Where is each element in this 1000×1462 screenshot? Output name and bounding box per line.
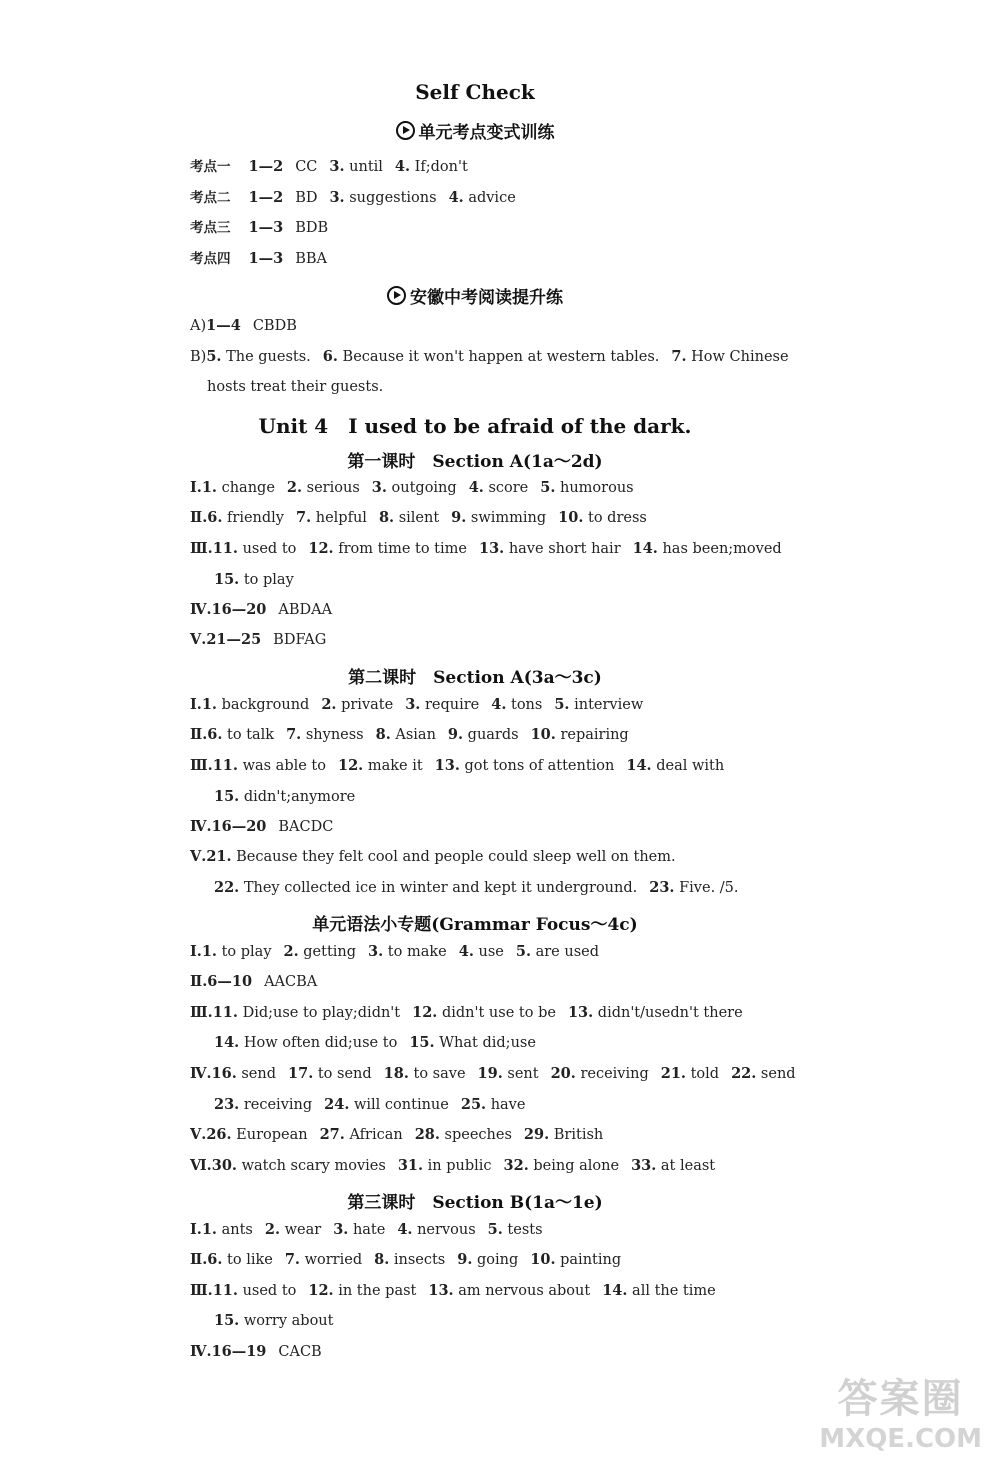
answer-line-continuation (214, 879, 739, 896)
item-answer: score (488, 480, 529, 496)
item-number: 29. (523, 1126, 550, 1143)
item-number: 8. (378, 509, 395, 526)
item-number: 4. (491, 696, 507, 713)
item-number: 1. (201, 943, 217, 960)
item-answer: was able to (242, 758, 326, 774)
section-header-label: 单元考点变式训练 (418, 123, 555, 143)
item-range: 16—19 (211, 1343, 267, 1360)
item-number: 19. (477, 1065, 503, 1082)
item-number: 5. (487, 1221, 503, 1238)
answer-line (190, 1343, 322, 1360)
item-number: 10. (530, 1251, 556, 1268)
item-answer: What did;use (439, 1035, 536, 1051)
item-answer: sent (507, 1066, 539, 1082)
item-number: 21. (660, 1065, 686, 1082)
answer-line (190, 601, 332, 618)
item-answer: swimming (470, 510, 547, 526)
item-number: 5. (540, 479, 556, 496)
item-answer: from time to time (338, 541, 467, 557)
roman-numeral: Ⅲ. (190, 757, 213, 774)
item-number: 26. (206, 1126, 232, 1143)
item-number: 15. (214, 788, 240, 805)
item-answer: guards (467, 727, 519, 743)
grammar-title: 单元语法小专题(Grammar Focus～4c) (312, 915, 638, 935)
kaodian-line-2: 考点二 1—2 BD 3. suggestions 4. advice (190, 189, 516, 206)
item-number: 6. (207, 726, 223, 743)
answer-line (190, 818, 333, 835)
lesson3-title: 第三课时 Section B(1a～1e) (347, 1193, 603, 1213)
item-number: 2. (283, 943, 299, 960)
item-answer: in public (427, 1158, 492, 1174)
item-number: 14. (626, 757, 652, 774)
roman-numeral: Ⅱ. (190, 973, 208, 990)
item-number: 2. (321, 696, 337, 713)
roman-numeral: Ⅲ. (190, 1004, 213, 1021)
item-answer: to send (317, 1066, 372, 1082)
answer-line (190, 1065, 796, 1082)
roman-numeral: Ⅰ. (190, 479, 202, 496)
roman-numeral: Ⅲ. (190, 540, 213, 557)
item-number: 8. (374, 1251, 390, 1268)
item-number: 13. (434, 757, 460, 774)
answer-line-continuation (214, 788, 355, 805)
item-answer: used to (242, 541, 297, 557)
item-number: 2. (264, 1221, 280, 1238)
roman-numeral: Ⅳ. (190, 601, 212, 618)
roman-numeral: Ⅰ. (190, 1221, 202, 1238)
item-answer: humorous (560, 480, 634, 496)
item-number: 15. (214, 571, 240, 588)
roman-numeral: Ⅴ. (190, 1126, 207, 1143)
item-answer: tons (511, 697, 543, 713)
answer-line-continuation (214, 1096, 525, 1113)
answer-line (190, 1004, 743, 1021)
item-number: 17. (288, 1065, 314, 1082)
roman-numeral: Ⅴ. (190, 848, 207, 865)
item-answer: tests (507, 1222, 543, 1238)
item-number: 30. (211, 1157, 237, 1174)
item-number: 3. (371, 479, 387, 496)
item-number: 22. (214, 879, 240, 896)
item-number: 11. (212, 757, 238, 774)
item-answer: shyness (305, 727, 364, 743)
item-number: 11. (212, 1282, 238, 1299)
item-answer: send (241, 1066, 277, 1082)
item-range: 16—20 (211, 818, 267, 835)
item-answer: ants (221, 1222, 253, 1238)
item-answer: Because they felt cool and people could sleep well on them. (236, 849, 676, 865)
roman-numeral: Ⅳ. (190, 1343, 212, 1360)
item-answer: to like (227, 1252, 273, 1268)
answer-line (190, 631, 326, 648)
item-number: 1. (201, 696, 217, 713)
item-answer: didn't use to be (441, 1005, 556, 1021)
item-answer: wear (284, 1222, 322, 1238)
item-number: 3. (405, 696, 421, 713)
item-number: 12. (412, 1004, 438, 1021)
item-number: 13. (567, 1004, 594, 1021)
answer-line (190, 1251, 621, 1268)
answer-line (190, 1221, 543, 1238)
item-answer: to talk (227, 727, 275, 743)
section-header-unit-practice (0, 118, 950, 144)
unit-title: Unit 4 I used to be afraid of the dark. (258, 414, 692, 438)
item-number: 18. (383, 1065, 409, 1082)
item-answer: repairing (560, 727, 629, 743)
item-answer: will continue (354, 1097, 449, 1113)
item-number: 27. (319, 1126, 345, 1143)
answer-line (190, 696, 643, 713)
item-number: 22. (731, 1065, 757, 1082)
item-answer: painting (560, 1252, 622, 1268)
item-range: 21—25 (206, 631, 262, 648)
answer-line (190, 943, 599, 960)
item-number: 4. (458, 943, 474, 960)
roman-numeral: Ⅱ. (190, 509, 208, 526)
item-answer: use (478, 944, 504, 960)
item-number: 9. (451, 509, 467, 526)
item-answer: being alone (533, 1158, 620, 1174)
item-answer: receiving (580, 1066, 649, 1082)
item-answer: send (760, 1066, 796, 1082)
item-number: 14. (632, 540, 658, 557)
answer-line-continuation (214, 1034, 536, 1051)
item-number: 5. (554, 696, 570, 713)
item-number: 5. (515, 943, 531, 960)
answer-line (190, 726, 629, 743)
roman-numeral: Ⅳ. (190, 1065, 212, 1082)
item-answer: British (553, 1127, 604, 1143)
item-answer: change (221, 480, 275, 496)
item-number: 31. (397, 1157, 424, 1174)
item-number: 3. (333, 1221, 349, 1238)
section-header-anhui-reading (0, 283, 950, 309)
item-answer: AACBA (264, 974, 318, 990)
item-answer: nervous (417, 1222, 476, 1238)
item-answer: interview (574, 697, 644, 713)
item-number: 3. (368, 943, 384, 960)
item-answer: used to (242, 1283, 297, 1299)
item-answer: ABDAA (278, 602, 333, 618)
item-number: 14. (214, 1034, 240, 1051)
item-answer: serious (306, 480, 360, 496)
item-answer: to save (413, 1066, 466, 1082)
item-answer: They collected ice in winter and kept it underground. (243, 880, 638, 896)
item-number: 8. (375, 726, 391, 743)
item-number: 15. (214, 1312, 240, 1329)
item-answer: require (424, 697, 480, 713)
item-answer: told (690, 1066, 720, 1082)
item-answer: got tons of attention (464, 758, 615, 774)
item-answer: all the time (632, 1283, 716, 1299)
item-answer: has been;moved (662, 541, 782, 557)
item-answer: silent (398, 510, 440, 526)
roman-numeral: Ⅱ. (190, 1251, 208, 1268)
item-number: 13. (478, 540, 505, 557)
item-answer: getting (303, 944, 357, 960)
item-answer: to play (243, 572, 294, 588)
item-answer: to play (221, 944, 272, 960)
roman-numeral: Ⅵ. (190, 1157, 212, 1174)
item-answer: European (236, 1127, 308, 1143)
item-answer: going (477, 1252, 519, 1268)
item-answer: to dress (588, 510, 647, 526)
kaodian-line-1: 考点一 1—2 CC 3. until 4. If;don't (190, 158, 468, 175)
kaodian-line-4: 考点四 1—3 BBA (190, 250, 327, 267)
item-number: 28. (414, 1126, 440, 1143)
watermark (819, 1367, 982, 1454)
item-number: 6. (207, 509, 223, 526)
item-answer: to make (387, 944, 447, 960)
item-number: 9. (447, 726, 464, 743)
item-number: 11. (212, 1004, 238, 1021)
item-number: 4. (468, 479, 484, 496)
item-answer: at least (660, 1158, 716, 1174)
item-answer: helpful (315, 510, 367, 526)
item-number: 12. (308, 1282, 334, 1299)
item-answer: Did;use to play;didn't (242, 1005, 401, 1021)
lesson2-title: 第二课时 Section A(3a～3c) (348, 668, 602, 688)
reading-b-line: B)5. The guests. 6. Because it won't happen at western tables. 7. How Chinese (190, 348, 789, 365)
item-answer: private (341, 697, 394, 713)
roman-numeral: Ⅱ. (190, 726, 208, 743)
item-number: 16. (211, 1065, 237, 1082)
item-number: 23. (649, 879, 675, 896)
item-answer: receiving (243, 1097, 313, 1113)
item-number: 7. (296, 509, 312, 526)
answer-line (190, 479, 634, 496)
roman-numeral: Ⅰ. (190, 696, 202, 713)
answer-line (190, 757, 724, 774)
item-number: 23. (214, 1096, 240, 1113)
item-answer: watch scary movies (241, 1158, 386, 1174)
arrow-circle-icon (387, 286, 406, 305)
answer-line (190, 509, 647, 526)
item-number: 1. (201, 479, 217, 496)
item-answer: are used (535, 944, 600, 960)
roman-numeral: Ⅰ. (190, 943, 202, 960)
item-answer: BDFAG (273, 632, 327, 648)
item-number: 10. (530, 726, 556, 743)
item-number: 4. (397, 1221, 413, 1238)
section-header-label: 安徽中考阅读提升练 (410, 288, 563, 308)
item-answer: How often did;use to (243, 1035, 398, 1051)
item-answer: worry about (243, 1313, 334, 1329)
item-answer: have (490, 1097, 526, 1113)
watermark-url: MXQE.COM (819, 1424, 982, 1454)
item-number: 20. (550, 1065, 576, 1082)
item-answer: Asian (395, 727, 436, 743)
item-answer: insects (393, 1252, 446, 1268)
item-number: 12. (337, 757, 364, 774)
kaodian-line-3: 考点三 1—3 BDB (190, 219, 329, 236)
roman-numeral: Ⅲ. (190, 1282, 213, 1299)
item-number: 12. (308, 540, 334, 557)
lesson1-title: 第一课时 Section A(1a～2d) (347, 452, 603, 472)
item-answer: background (221, 697, 310, 713)
item-answer: CACB (278, 1344, 322, 1360)
item-answer: friendly (227, 510, 284, 526)
item-answer: am nervous about (458, 1283, 591, 1299)
self-check-title: Self Check (415, 80, 535, 104)
item-answer: Five. /5. (679, 880, 739, 896)
item-number: 1. (201, 1221, 217, 1238)
arrow-circle-icon (396, 121, 415, 140)
item-number: 32. (503, 1157, 529, 1174)
item-answer: hate (352, 1222, 386, 1238)
item-answer: African (349, 1127, 403, 1143)
reading-a-line: A)1—4 CBDB (190, 317, 297, 334)
item-answer: make it (367, 758, 423, 774)
item-number: 13. (428, 1282, 454, 1299)
item-number: 2. (286, 479, 303, 496)
item-number: 11. (212, 540, 238, 557)
item-number: 7. (286, 726, 302, 743)
item-answer: speeches (444, 1127, 512, 1143)
item-range: 6—10 (207, 973, 253, 990)
item-number: 24. (324, 1096, 350, 1113)
item-number: 6. (207, 1251, 223, 1268)
item-number: 15. (409, 1034, 435, 1051)
answer-line (190, 1126, 603, 1143)
item-answer: in the past (338, 1283, 417, 1299)
item-number: 10. (558, 509, 584, 526)
answer-line (190, 848, 676, 865)
item-answer: BACDC (278, 819, 334, 835)
item-answer: outgoing (391, 480, 457, 496)
item-answer: didn't;anymore (243, 789, 356, 805)
roman-numeral: Ⅳ. (190, 818, 212, 835)
answer-line (190, 1157, 715, 1174)
item-number: 25. (460, 1096, 487, 1113)
item-answer: deal with (656, 758, 725, 774)
item-range: 16—20 (211, 601, 267, 618)
answer-line-continuation (214, 571, 294, 588)
answer-line (190, 540, 782, 557)
roman-numeral: Ⅴ. (190, 631, 207, 648)
item-number: 21. (206, 848, 232, 865)
reading-b-continuation: hosts treat their guests. (207, 379, 384, 395)
item-number: 7. (284, 1251, 300, 1268)
answer-line-continuation (214, 1312, 333, 1329)
watermark-logo: 答案圈 (837, 1376, 964, 1422)
answer-line (190, 973, 317, 990)
item-answer: didn't/usedn't there (597, 1005, 743, 1021)
answer-line (190, 1282, 716, 1299)
item-answer: have short hair (508, 541, 621, 557)
item-answer: worried (304, 1252, 363, 1268)
item-number: 14. (602, 1282, 628, 1299)
item-number: 9. (457, 1251, 473, 1268)
item-number: 33. (631, 1157, 657, 1174)
